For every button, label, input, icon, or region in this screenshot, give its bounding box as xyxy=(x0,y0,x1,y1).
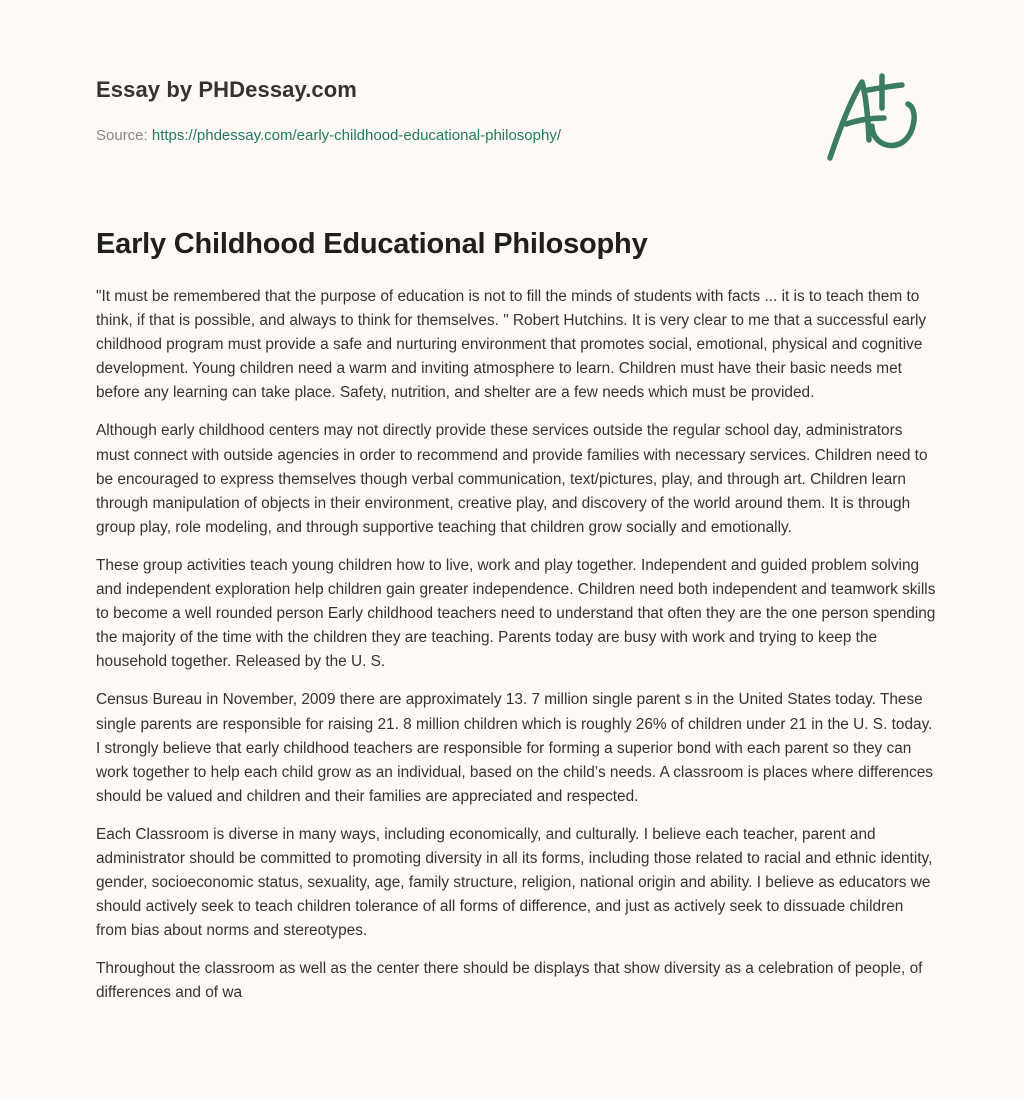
source-label: Source: xyxy=(96,127,152,144)
essay-body xyxy=(96,285,936,1020)
essay-paragraph: These group activities teach young children how to live, work and play together. Independent and guided problem solving and independent exploration help children gain greater independence. Children need both independent and teamwork skills to become a well rounded person Early childhood teachers need to understand that often they are the one person spending the majority of the time with the children they are teaching. Parents today are busy with work and trying to keep the household together. Released by the U. S. xyxy=(96,556,936,671)
essay-paragraph: Although early childhood centers may not directly provide these services outside the regular school day, administrators must connect with outside agencies in order to recommend and provide families with necessary services. Children need to be encouraged to express themselves though verbal communication, text/pictures, play, and through art. Children learn through manipulation of objects in their environment, creative play, and discovery of the world around them. It is through group play, role modeling, and through supportive teaching that children grow socially and emotionally. xyxy=(96,422,928,536)
page-header xyxy=(96,74,796,146)
essay-paragraph: Census Bureau in November, 2009 there are approximately 13. 7 million single parent s in the United States today. These single parents are responsible for raising 21. 8 million children which is roughly 26% of children under 21 in the U. S. today. I strongly believe that early childhood teachers are responsible for forming a superior bond with each parent so they can work together to help each child grow as an individual, based on the child’s needs. A classroom is places where differences should be valued and children and their families are appreciated and respected. xyxy=(96,691,933,805)
source-link[interactable]: https://phdessay.com/early-childhood-educational-philosophy/ xyxy=(151,127,561,144)
source-line xyxy=(96,126,796,146)
essay-title: Early Childhood Educational Philosophy xyxy=(96,228,648,260)
essay-paragraph: "It must be remembered that the purpose of education is not to fill the minds of students with facts ... it is to teach them to think, if that is possible, and always to think for themselves. " Robert Hutchins. It is very clear to me that a successful early childhood program must provide a safe and nurturing environment that promotes social, emotional, physical and cognitive development. Young children need a warm and inviting atmosphere to learn. Children must have their basic needs met before any learning can take place. Safety, nutrition, and shelter are a few needs which must be provided. xyxy=(96,288,927,402)
essay-paragraph: Throughout the classroom as well as the center there should be displays that show diversity as a celebration of people, of differences and of wa xyxy=(96,960,923,1002)
essay-paragraph: Each Classroom is diverse in many ways, including economically, and culturally. I believe each teacher, parent and administrator should be committed to promoting diversity in all its forms, including those related to racial and ethnic identity, gender, socioeconomic status, sexuality, age, family structure, religion, national origin and ability. I believe as educators we should actively seek to teach children tolerance of all forms of difference, and just as actively seek to dissuade children from bias about norms and stereotypes. xyxy=(96,825,933,940)
site-title: Essay by PHDessay.com xyxy=(96,77,357,102)
a-plus-grade-icon xyxy=(822,66,932,166)
